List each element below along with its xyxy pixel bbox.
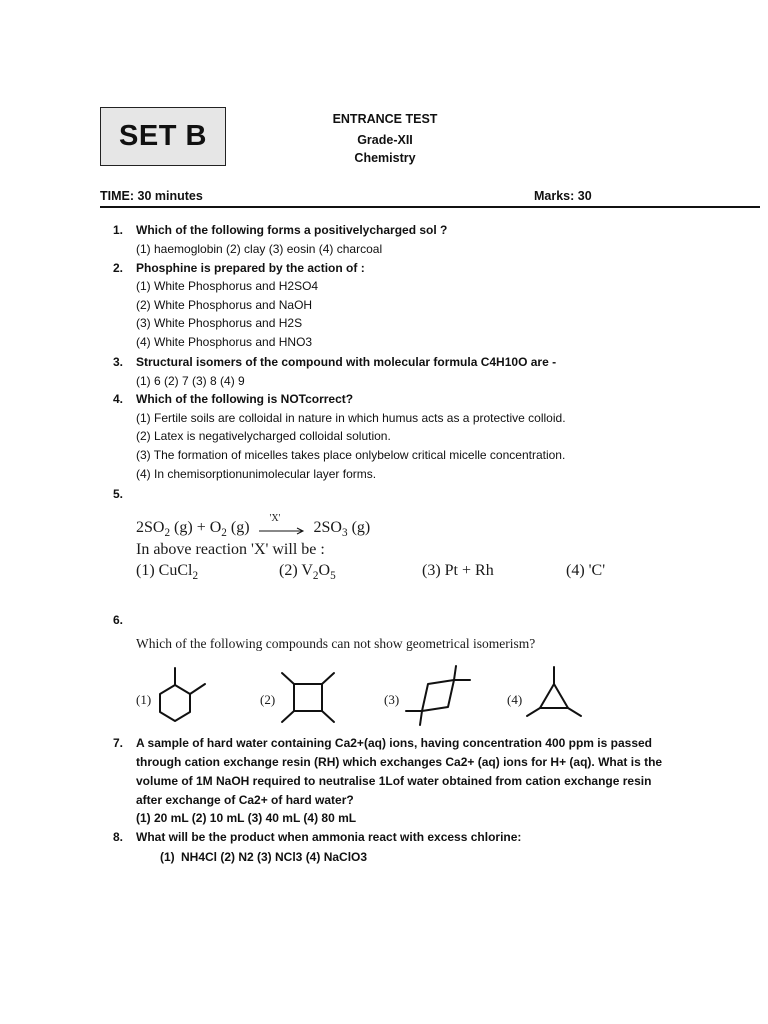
question-number: 8. bbox=[113, 830, 124, 844]
subject-label: Chemistry bbox=[354, 151, 416, 165]
time-label: TIME: 30 minutes bbox=[100, 189, 203, 203]
question-text-line: after exchange of Ca2+ of hard water? bbox=[136, 793, 354, 807]
answer-options: (1) haemoglobin (2) clay (3) eosin (4) charcoal bbox=[136, 242, 383, 256]
answer-options: (1) 6 (2) 7 (3) 8 (4) 9 bbox=[136, 374, 245, 388]
answer-option: (1) Fertile soils are colloidal in nature in which humus acts as a protective colloid. bbox=[136, 411, 566, 425]
answer-option-index: (1) bbox=[160, 850, 175, 864]
answer-option: (2) Latex is negativelycharged colloidal solution. bbox=[136, 429, 391, 443]
answer-option: (3) The formation of micelles takes place onlybelow critical micelle concentration. bbox=[136, 448, 566, 462]
question-number: 2. bbox=[113, 261, 124, 275]
question-text: What will be the product when ammonia react with excess chlorine: bbox=[136, 830, 522, 844]
answer-option: (1) CuCl$_2$ bbox=[136, 562, 199, 583]
question-number: 5. bbox=[113, 487, 124, 501]
answer-option: (4) 'C' bbox=[566, 562, 606, 579]
answer-option: (2) $V_2O_5$ bbox=[279, 562, 336, 583]
question-number: 1. bbox=[113, 223, 124, 237]
option-label: (1) bbox=[136, 692, 152, 707]
question-text: Which of the following is NOTcorrect? bbox=[136, 392, 354, 406]
option-label: (3) bbox=[384, 692, 400, 707]
answer-option: (3) White Phosphorus and H2S bbox=[136, 316, 303, 330]
answer-option: (2) White Phosphorus and NaOH bbox=[136, 298, 313, 312]
answer-options: (1) 20 mL (2) 10 mL (3) 40 mL (4) 80 mL bbox=[136, 811, 357, 825]
option-label: (2) bbox=[260, 692, 276, 707]
question-text: Phosphine is prepared by the action of : bbox=[136, 261, 365, 275]
cyclohexane-structure-icon bbox=[160, 668, 205, 721]
grade-label: Grade-XII bbox=[357, 133, 413, 147]
answer-option: (1) White Phosphorus and H2SO4 bbox=[136, 279, 319, 293]
answer-option: (3) Pt + Rh bbox=[422, 562, 494, 579]
test-title: ENTRANCE TEST bbox=[332, 112, 438, 126]
answer-options: NH4Cl (2) N2 (3) NCl3 (4) NaClO3 bbox=[181, 850, 368, 864]
question-number: 6. bbox=[113, 613, 124, 627]
answer-option: (4) In chemisorptionunimolecular layer forms. bbox=[136, 467, 377, 481]
answer-option: (4) White Phosphorus and HNO3 bbox=[136, 335, 313, 349]
question-text-line: volume of 1M NaOH required to neutralise 1Lof water obtained from cation exchange resin bbox=[136, 774, 652, 788]
question-prompt: Which of the following compounds can not show geometrical isomerism? bbox=[136, 636, 536, 651]
question-number: 4. bbox=[113, 392, 124, 406]
cyclobutane-structure-icon bbox=[282, 673, 334, 722]
option-label: (4) bbox=[507, 692, 523, 707]
reaction-equation: $2SO_2$ $(g) + O_2$ (g) 'X' $2SO_3$ (g) bbox=[136, 513, 371, 540]
question-number: 3. bbox=[113, 355, 124, 369]
question-text-line: through cation exchange resin (RH) which exchanges Ca2+ (aq) ions for H+ (aq). What is the bbox=[136, 755, 663, 769]
cyclopropane-structure-icon bbox=[527, 667, 581, 716]
question-prompt: In above reaction 'X' will be : bbox=[136, 541, 325, 558]
question-text: Structural isomers of the compound with molecular formula C4H10O are - bbox=[136, 355, 557, 369]
question-text-line: A sample of hard water containing Ca2+(aq) ions, having concentration 400 ppm is passed bbox=[136, 736, 653, 750]
marks-label: Marks: 30 bbox=[534, 189, 592, 203]
question-text: Which of the following forms a positivelycharged sol ? bbox=[136, 223, 448, 237]
set-label: SET B bbox=[100, 107, 226, 166]
question-number: 7. bbox=[113, 736, 124, 750]
cyclobutane-trans-structure-icon bbox=[406, 666, 470, 725]
arrow-label: 'X' bbox=[269, 513, 281, 525]
